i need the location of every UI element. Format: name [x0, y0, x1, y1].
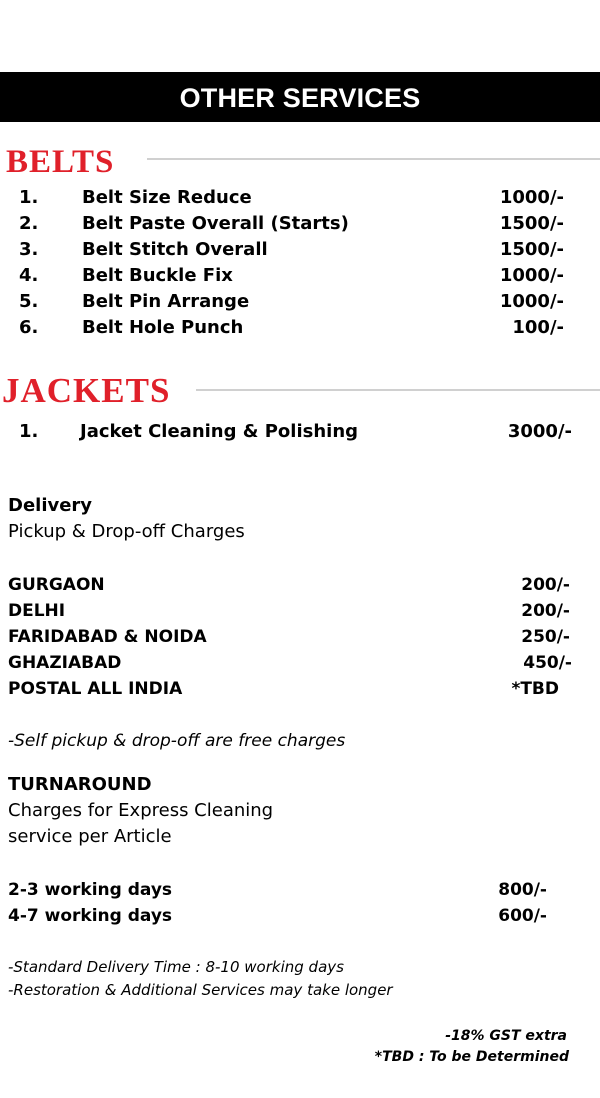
list-item	[0, 572, 600, 598]
section-title-belts: BELTS	[6, 144, 115, 180]
list-item	[0, 598, 600, 624]
delivery-note: -Self pickup & drop-off are free charges	[8, 731, 346, 751]
item-price: 250/-	[521, 627, 570, 647]
list-item	[0, 237, 600, 263]
section-title-jackets: JACKETS	[2, 371, 171, 410]
turnaround-desc-line2: service per Article	[8, 826, 172, 847]
item-number: 6.	[19, 317, 39, 338]
header-banner	[0, 72, 600, 122]
list-item	[0, 289, 600, 315]
item-number: 5.	[19, 291, 39, 312]
list-item	[0, 419, 600, 445]
tbd-note: *TBD : To be Determined	[374, 1049, 569, 1065]
item-price: *TBD	[511, 679, 559, 699]
item-price: 1000/-	[499, 265, 564, 286]
item-number: 3.	[19, 239, 39, 260]
item-price: 1500/-	[499, 213, 564, 234]
list-item	[0, 624, 600, 650]
item-label: Jacket Cleaning & Polishing	[80, 421, 359, 442]
item-label: Belt Hole Punch	[82, 317, 244, 338]
item-price: 3000/-	[507, 421, 572, 442]
list-item	[0, 676, 600, 702]
item-price: 100/-	[512, 317, 564, 338]
item-price: 600/-	[498, 906, 547, 926]
item-label: GURGAON	[8, 575, 105, 595]
delivery-subheading: Pickup & Drop-off Charges	[8, 521, 245, 542]
turnaround-desc-line1: Charges for Express Cleaning	[8, 800, 274, 821]
item-label: DELHI	[8, 601, 66, 621]
item-number: 1.	[19, 187, 39, 208]
item-label: Belt Paste Overall (Starts)	[82, 213, 349, 234]
item-price: 200/-	[521, 601, 570, 621]
section-divider	[196, 389, 600, 391]
list-item	[0, 877, 600, 903]
turnaround-note-line2: -Restoration & Additional Services may take longer	[8, 981, 393, 999]
list-item	[0, 211, 600, 237]
item-number: 2.	[19, 213, 39, 234]
item-label: Belt Size Reduce	[82, 187, 252, 208]
gst-note: -18% GST extra	[445, 1028, 567, 1044]
page-title: OTHER SERVICES	[179, 83, 421, 113]
item-price: 1000/-	[499, 291, 564, 312]
item-price: 450/-	[523, 653, 572, 673]
list-item	[0, 185, 600, 211]
list-item	[0, 315, 600, 341]
item-label: GHAZIABAD	[8, 653, 122, 673]
list-item	[0, 903, 600, 929]
item-price: 1500/-	[499, 239, 564, 260]
section-divider	[147, 158, 600, 160]
turnaround-note-line1: -Standard Delivery Time : 8-10 working days	[8, 958, 344, 976]
item-label: Belt Pin Arrange	[82, 291, 250, 312]
list-item	[0, 650, 600, 676]
delivery-heading: Delivery	[8, 495, 93, 516]
item-label: Belt Stitch Overall	[82, 239, 268, 260]
item-label: 4-7 working days	[8, 906, 173, 926]
item-price: 1000/-	[499, 187, 564, 208]
item-number: 1.	[19, 421, 39, 442]
item-label: 2-3 working days	[8, 880, 173, 900]
item-label: POSTAL ALL INDIA	[8, 679, 183, 699]
item-label: FARIDABAD & NOIDA	[8, 627, 207, 647]
item-label: Belt Buckle Fix	[82, 265, 233, 286]
list-item	[0, 263, 600, 289]
turnaround-heading: TURNAROUND	[8, 774, 152, 795]
item-price: 200/-	[521, 575, 570, 595]
item-price: 800/-	[498, 880, 547, 900]
item-number: 4.	[19, 265, 39, 286]
